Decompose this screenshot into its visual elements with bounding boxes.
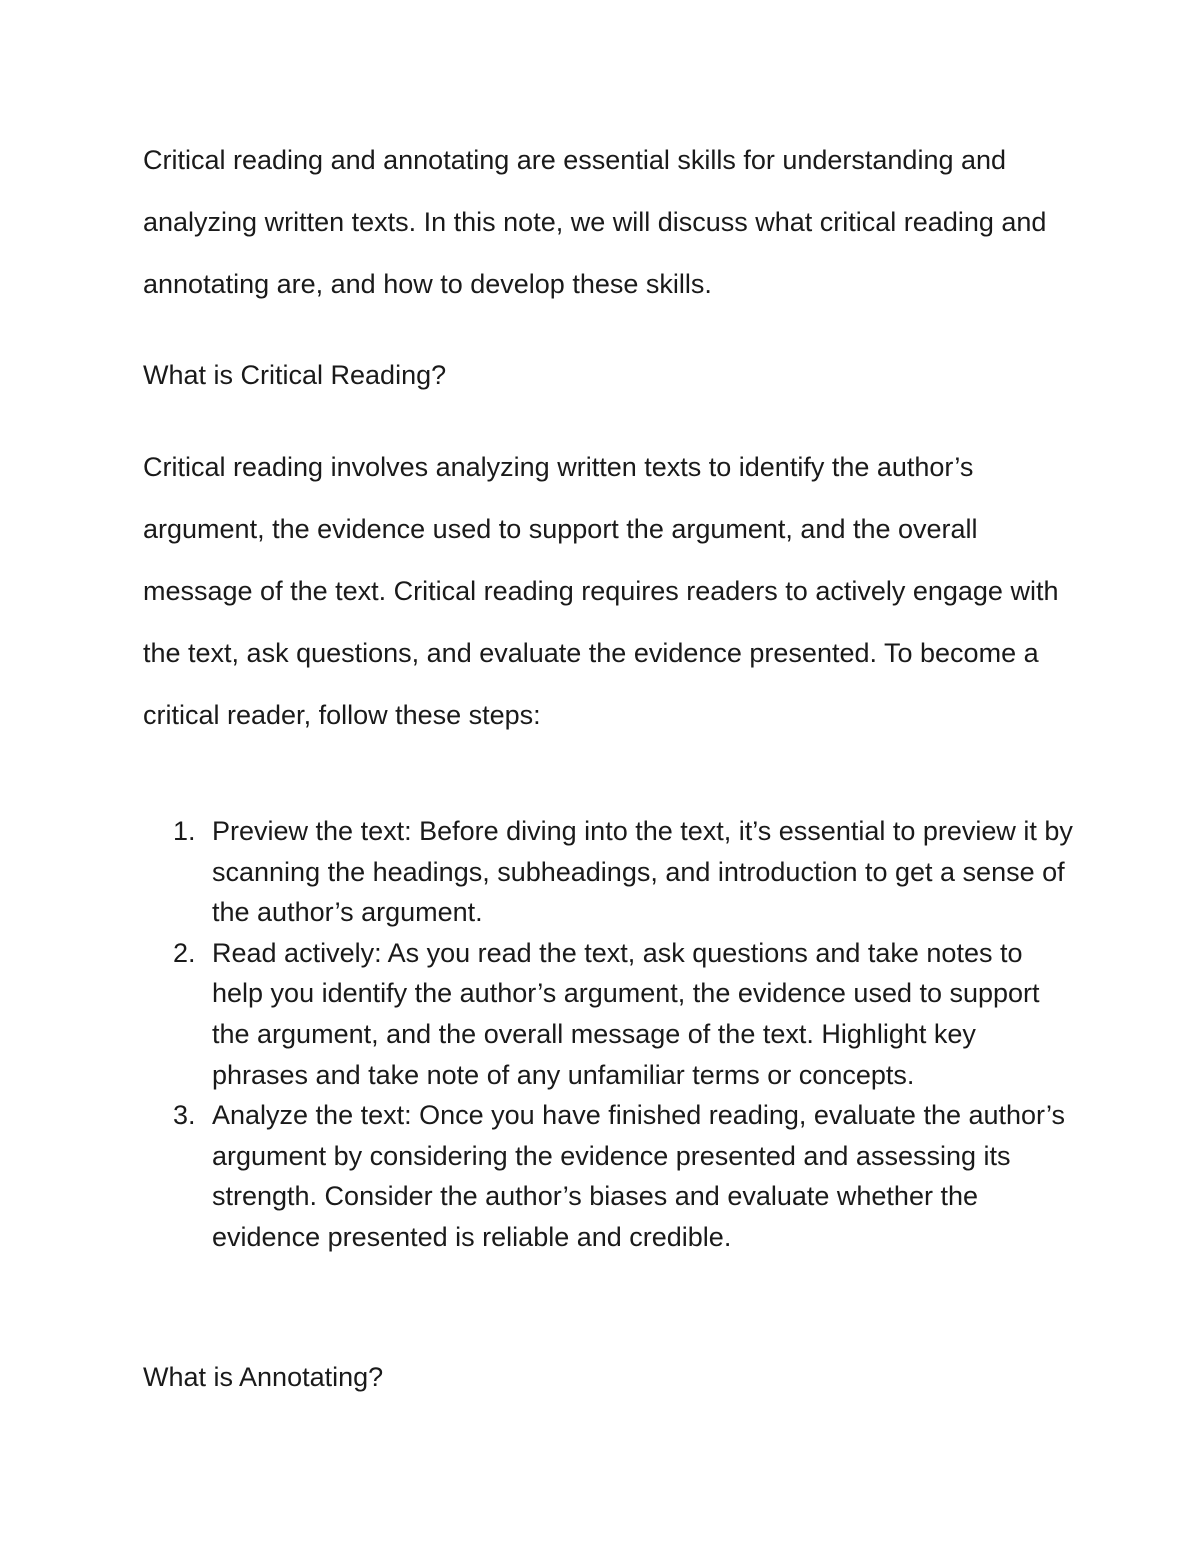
steps-list [143,811,1073,1258]
step-item [143,811,1073,933]
step-text: Preview the text: Before diving into the text, it’s essential to preview it by scanning the headings, subheadings, and introduction to get a sense of the author’s argument. [212,816,1073,928]
intro-paragraph: Critical reading and annotating are essential skills for understanding and analyzing written texts. In this note, we will discuss what critical reading and annotating are, and how to develop these skills. [143,145,1047,299]
step-text: Analyze the text: Once you have finished reading, evaluate the author’s argument by considering the evidence presented and assessing its strength. Consider the author’s biases and evaluate whether the evidence presented is reliable and credible. [212,1100,1066,1252]
heading-critical-reading: What is Critical Reading? [143,360,447,390]
step-number: 2. [173,937,196,968]
step-item [143,933,1073,1095]
step-text: Read actively: As you read the text, ask questions and take notes to help you identify the author’s argument, the evidence used to support the argument, and the overall message of the text. Highlight key phrases and take note of any unfamiliar terms or concepts. [212,937,1040,1090]
heading-annotating: What is Annotating? [143,1362,384,1392]
step-number: 3. [173,1100,196,1131]
critical-reading-paragraph: Critical reading involves analyzing written texts to identify the author’s argument, the evidence used to support the argument, and the overall message of the text. Critical reading requires readers to actively engage with the text, ask questions, and evaluate the evidence presented. To become a critical reader, follow these steps: [143,452,1059,730]
step-item [143,1095,1073,1257]
step-number: 1. [173,816,196,846]
